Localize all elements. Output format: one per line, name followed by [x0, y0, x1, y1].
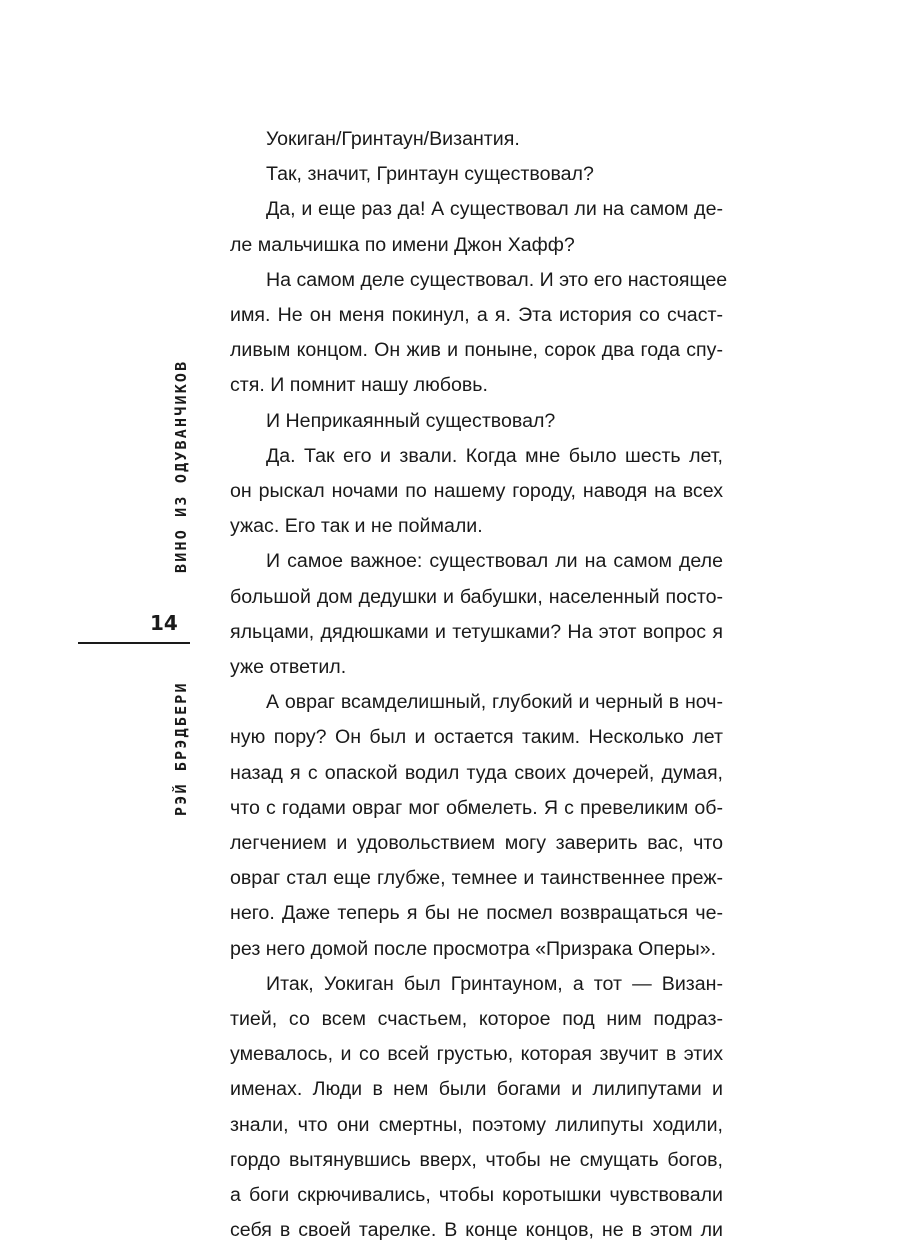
- paragraph: [230, 122, 723, 157]
- text-line: знали, что они смертны, поэтому лилипуты ходили,: [230, 1113, 723, 1136]
- text-line: себя в своей тарелке. В конце концов, не в этом ли: [230, 1219, 723, 1242]
- paragraph: [230, 263, 728, 404]
- text-line: Так, значит, Гринтаун существовал?: [266, 163, 594, 186]
- paragraph: [230, 967, 723, 1249]
- text-line: назад я с опаской водил туда своих дочерей, думая,: [230, 761, 723, 784]
- text-line: Да. Так его и звали. Когда мне было шесть лет,: [266, 444, 723, 467]
- text-line: него. Даже теперь я бы не посмел возвращаться че-: [230, 902, 723, 925]
- body-text: [230, 122, 728, 1249]
- paragraph: [230, 439, 723, 545]
- text-line: ную пору? Он был и остается таким. Несколько лет: [230, 726, 723, 749]
- text-line: он рыскал ночами по нашему городу, наводя на всех: [230, 480, 723, 503]
- text-line: стя. И помнит нашу любовь.: [230, 374, 488, 397]
- text-line: большой дом дедушки и бабушки, населенный посто-: [230, 585, 723, 608]
- text-line: ле мальчишка по имени Джон Хафф?: [230, 233, 575, 256]
- paragraph: [230, 404, 723, 439]
- text-line: И Неприкаянный существовал?: [266, 409, 556, 432]
- running-head-book-title: ВИНО ИЗ ОДУВАНЧИКОВ: [172, 359, 190, 573]
- page-number: 14: [150, 611, 178, 635]
- text-line: Итак, Уокиган был Гринтауном, а тот — Визан-: [266, 972, 723, 995]
- margin-divider: [78, 642, 190, 644]
- text-line: ливым концом. Он жив и поныне, сорок два года спу-: [230, 339, 723, 362]
- text-line: легчением и удовольствием могу заверить вас, что: [230, 832, 723, 855]
- text-line: имя. Не он меня покинул, а я. Эта история со счаст-: [230, 304, 723, 327]
- text-line: яльцами, дядюшками и тетушками? На этот вопрос я: [230, 620, 723, 643]
- text-line: а боги скрючивались, чтобы коротышки чувствовали: [230, 1184, 723, 1207]
- text-line: гордо вытянувшись вверх, чтобы не смущать богов,: [230, 1148, 723, 1171]
- paragraph: [230, 544, 723, 685]
- paragraph: [230, 685, 723, 967]
- text-line: И самое важное: существовал ли на самом деле: [266, 550, 723, 573]
- text-line: уже ответил.: [230, 656, 347, 679]
- text-line: А овраг всамделишный, глубокий и черный в ноч-: [266, 691, 723, 714]
- text-line: что с годами овраг мог обмелеть. Я с превеликим об-: [230, 796, 723, 819]
- text-line: ужас. Его так и не поймали.: [230, 515, 483, 538]
- text-line: Уокиган/Гринтаун/Византия.: [266, 128, 520, 150]
- paragraph: [230, 157, 723, 192]
- text-line: тией, со всем счастьем, которое под ним подраз-: [230, 1008, 723, 1031]
- text-line: На самом деле существовал. И это его настоящее: [266, 268, 728, 291]
- text-line: умевалось, и со всей грустью, которая звучит в этих: [230, 1043, 723, 1066]
- text-line: рез него домой после просмотра «Призрака Оперы».: [230, 937, 717, 960]
- text-line: овраг стал еще глубже, темнее и таинственнее преж-: [230, 867, 723, 890]
- running-head-author: РЭЙ БРЭДБЕРИ: [172, 681, 190, 816]
- text-line: Да, и еще раз да! А существовал ли на самом де-: [266, 198, 723, 221]
- text-line: именах. Люди в нем были богами и лилипутами и: [230, 1078, 723, 1101]
- paragraph: [230, 192, 723, 262]
